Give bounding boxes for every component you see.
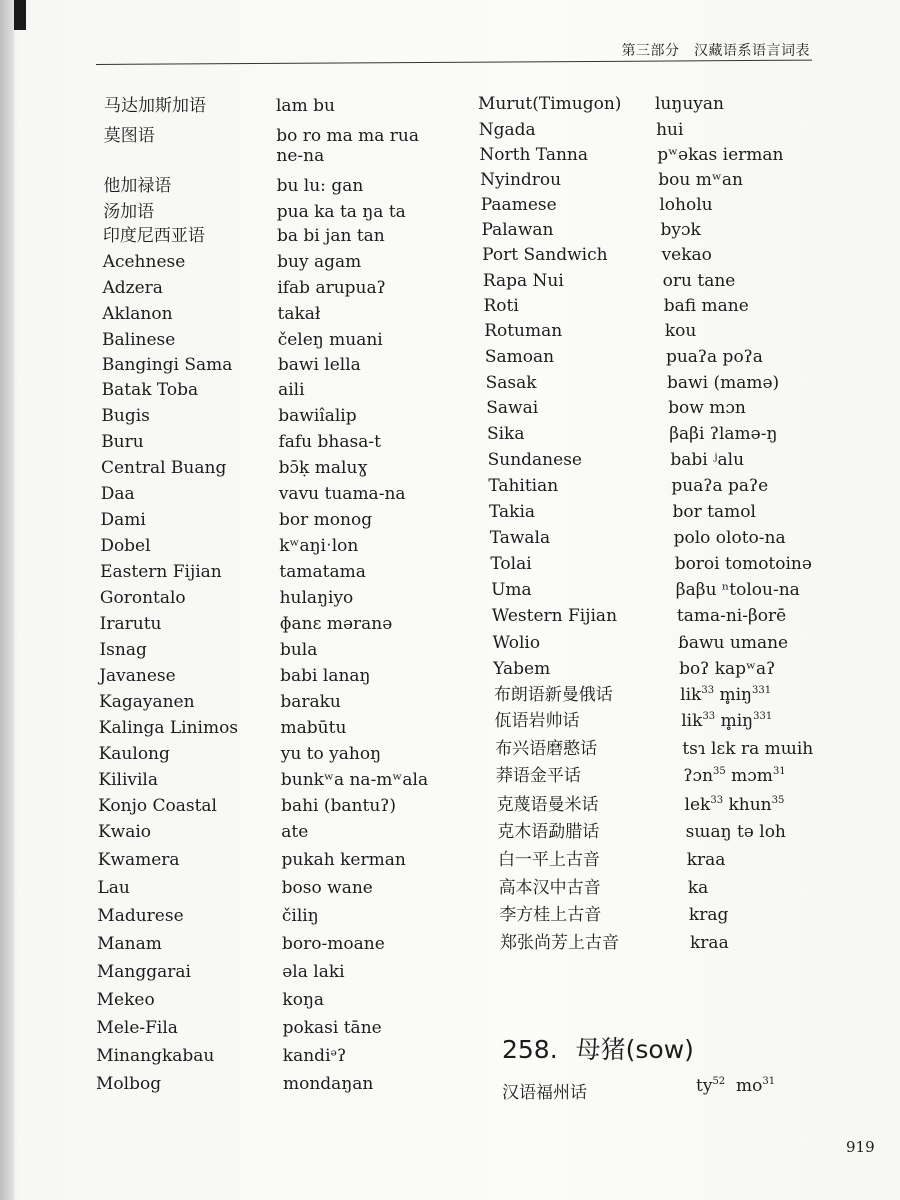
form-text: tamatama bbox=[279, 562, 366, 582]
language-name: Rotuman bbox=[484, 321, 563, 341]
form-text: mondaŋan bbox=[283, 1074, 374, 1094]
language-name: Kagayanen bbox=[99, 692, 195, 712]
form-text: ty bbox=[696, 1076, 713, 1096]
form-text: bow mɔn bbox=[668, 398, 746, 418]
language-name: Sawai bbox=[486, 398, 539, 418]
form-text: boso wane bbox=[281, 878, 373, 898]
language-name: 克木语勐腊话 bbox=[497, 822, 600, 842]
language-name: Kwaio bbox=[97, 822, 151, 842]
language-name: Minangkabau bbox=[96, 1046, 215, 1066]
form-text: takał bbox=[277, 304, 321, 324]
word-form bbox=[658, 170, 743, 190]
word-form bbox=[279, 484, 406, 504]
form-text: fafu bhasa-t bbox=[278, 432, 381, 452]
language-name: Central Buang bbox=[100, 458, 227, 478]
form-text: hulaŋiyo bbox=[279, 588, 354, 608]
section-number: 258. bbox=[502, 1035, 558, 1064]
word-form bbox=[685, 795, 785, 815]
language-name: Mekeo bbox=[96, 990, 155, 1010]
language-name: Balinese bbox=[102, 330, 176, 350]
language-name: Javanese bbox=[99, 666, 176, 686]
language-name: Dami bbox=[100, 510, 146, 530]
language-name: Tahitian bbox=[488, 476, 559, 496]
tone-superscript: 33 bbox=[710, 795, 724, 806]
form-text: vekao bbox=[661, 245, 712, 265]
form-text: byɔk bbox=[660, 220, 701, 240]
word-form bbox=[282, 878, 373, 898]
word-form bbox=[682, 739, 813, 759]
word-form bbox=[671, 476, 768, 496]
word-form bbox=[675, 554, 812, 574]
form-text: kʷaŋiˑlon bbox=[279, 536, 359, 556]
form-text: buy agam bbox=[277, 252, 362, 272]
tone-superscript: 35 bbox=[713, 766, 726, 777]
form-text: čiliŋ bbox=[281, 906, 319, 926]
form-text: ba bi jan tan bbox=[276, 226, 385, 246]
word-form bbox=[665, 321, 697, 341]
language-name: 白一平上古音 bbox=[497, 850, 600, 870]
word-form bbox=[278, 406, 356, 426]
form-text: aili bbox=[278, 380, 305, 400]
word-form bbox=[690, 933, 729, 953]
language-name: Mele-Fila bbox=[96, 1018, 178, 1038]
form-text: mɔm bbox=[725, 766, 773, 786]
word-form bbox=[683, 766, 785, 786]
language-name: Uma bbox=[491, 580, 532, 600]
language-name: Palawan bbox=[481, 220, 554, 240]
language-name: Kwamera bbox=[97, 850, 180, 870]
language-name: 马达加斯加语 bbox=[104, 96, 206, 116]
word-form bbox=[687, 850, 726, 870]
form-text: boʔ kapʷaʔ bbox=[679, 659, 776, 679]
tone-superscript: 31 bbox=[772, 766, 786, 777]
tone-superscript: 331 bbox=[752, 685, 772, 696]
form-text: tama-ni-βorē bbox=[676, 606, 787, 626]
word-form bbox=[660, 220, 700, 240]
form-text: lam bu bbox=[276, 96, 335, 116]
language-name: Madurese bbox=[97, 906, 184, 926]
word-form bbox=[655, 94, 724, 114]
language-name: Kalinga Linimos bbox=[98, 718, 239, 738]
language-name: Molbog bbox=[96, 1074, 162, 1094]
form-text: ɸanɛ mǝranǝ bbox=[279, 614, 393, 634]
language-name: Isnag bbox=[99, 640, 147, 660]
word-form bbox=[278, 330, 383, 350]
form-text: bor monog bbox=[279, 510, 373, 530]
language-name: 莽语金平话 bbox=[495, 766, 581, 786]
form-text: oru tane bbox=[662, 271, 736, 291]
word-form bbox=[277, 278, 385, 298]
form-text: babi ʲalu bbox=[670, 450, 745, 470]
word-form bbox=[281, 718, 347, 738]
form-text: mabūtu bbox=[280, 718, 347, 738]
word-form bbox=[276, 146, 324, 166]
word-form bbox=[277, 202, 406, 222]
form-text: βaβu ⁿtolou-na bbox=[675, 580, 800, 600]
form-text: pokasi tāne bbox=[282, 1018, 382, 1038]
form-text: lik bbox=[681, 711, 703, 731]
word-form bbox=[283, 1018, 382, 1038]
word-form bbox=[281, 822, 308, 842]
language-name: Sasak bbox=[485, 373, 537, 393]
form-text: bɔ̄ḳ maluɣ bbox=[278, 458, 368, 478]
form-text: baraku bbox=[280, 692, 341, 712]
word-form bbox=[678, 633, 788, 653]
form-text: bou mʷan bbox=[658, 170, 743, 190]
language-name: Lau bbox=[97, 878, 130, 898]
form-text: vavu tuama-na bbox=[278, 484, 406, 504]
word-form bbox=[696, 1076, 775, 1096]
language-name: Samoan bbox=[484, 347, 555, 367]
form-text: lik bbox=[680, 685, 702, 705]
language-name: Tolai bbox=[490, 554, 532, 574]
word-form bbox=[282, 962, 344, 982]
language-name: 郑张尚芳上古音 bbox=[500, 933, 619, 953]
language-name: Kilivila bbox=[98, 770, 158, 790]
word-form bbox=[279, 510, 372, 530]
language-name: Rapa Nui bbox=[482, 271, 564, 291]
form-text: bo ro ma ma rua bbox=[276, 126, 420, 146]
section-title: 母猪(sow) bbox=[575, 1035, 694, 1064]
tone-superscript: 33 bbox=[702, 711, 716, 722]
form-text: luŋuyan bbox=[655, 94, 724, 114]
word-form bbox=[279, 562, 365, 582]
tone-superscript: 331 bbox=[753, 711, 773, 722]
form-text: m̥iŋ bbox=[715, 711, 754, 731]
language-name: 汤加语 bbox=[103, 202, 155, 222]
language-name: Sika bbox=[486, 424, 525, 444]
word-form bbox=[280, 640, 317, 660]
word-form bbox=[670, 450, 744, 470]
form-text: ɓawu umane bbox=[677, 633, 789, 653]
language-name: Aklanon bbox=[102, 304, 173, 324]
language-name: Manggarai bbox=[96, 962, 191, 982]
word-form bbox=[282, 906, 319, 926]
word-form bbox=[277, 226, 385, 246]
form-text: lek bbox=[684, 795, 711, 815]
form-text: kraa bbox=[686, 850, 726, 870]
form-text: boro-moane bbox=[282, 934, 385, 954]
form-text: puaʔa paʔe bbox=[671, 476, 769, 496]
word-form bbox=[666, 347, 763, 367]
form-text: koŋa bbox=[282, 990, 325, 1010]
word-form bbox=[673, 502, 756, 522]
word-form bbox=[283, 1074, 373, 1094]
word-form bbox=[667, 373, 779, 393]
word-form bbox=[280, 666, 370, 686]
language-name: Takia bbox=[489, 502, 536, 522]
form-text: krag bbox=[688, 905, 729, 925]
word-form bbox=[679, 659, 775, 679]
language-name: 克蔑语曼米话 bbox=[496, 795, 599, 815]
form-text: bunkʷa na-mʷala bbox=[280, 770, 429, 790]
word-form bbox=[280, 588, 354, 608]
form-text: čeleŋ muani bbox=[277, 330, 383, 350]
word-form bbox=[668, 398, 746, 418]
form-text: kraa bbox=[690, 933, 729, 953]
word-form bbox=[686, 822, 786, 842]
form-text: khun bbox=[723, 795, 772, 815]
form-text: puaʔa poʔa bbox=[665, 347, 763, 367]
language-name: 布兴语磨憨话 bbox=[495, 739, 598, 759]
language-name: Kaulong bbox=[98, 744, 170, 764]
language-name: Bugis bbox=[101, 406, 150, 426]
word-form bbox=[676, 580, 800, 600]
form-text: yu to yahoŋ bbox=[280, 744, 382, 764]
language-name: Nyindrou bbox=[480, 170, 562, 190]
language-name: 李方桂上古音 bbox=[499, 905, 602, 925]
page-number: 919 bbox=[846, 1138, 875, 1156]
language-name: Dobel bbox=[100, 536, 151, 556]
language-name: Yabem bbox=[493, 659, 551, 679]
language-name: Gorontalo bbox=[99, 588, 186, 608]
form-text: kandiᵊʔ bbox=[282, 1046, 347, 1066]
language-name: Port Sandwich bbox=[482, 245, 608, 265]
word-form bbox=[669, 424, 777, 444]
language-name: 高本汉中古音 bbox=[498, 878, 601, 898]
word-form bbox=[689, 905, 728, 925]
language-name: Acehnese bbox=[102, 252, 186, 272]
word-form bbox=[663, 271, 736, 291]
form-text: pua ka ta ŋa ta bbox=[276, 202, 406, 222]
form-text: kou bbox=[664, 321, 697, 341]
form-text: ifab arupuaʔ bbox=[277, 278, 386, 298]
word-form bbox=[688, 878, 708, 898]
word-form bbox=[279, 536, 358, 556]
tone-superscript: 52 bbox=[712, 1076, 726, 1087]
language-name: 他加禄语 bbox=[103, 176, 172, 196]
word-form bbox=[279, 458, 368, 478]
word-form bbox=[281, 796, 396, 816]
form-text: əla laki bbox=[282, 962, 345, 982]
word-form bbox=[280, 692, 341, 712]
word-form bbox=[278, 380, 304, 400]
form-text: ʔɔn bbox=[683, 766, 714, 786]
word-form bbox=[656, 120, 683, 140]
language-name: Ngada bbox=[478, 120, 536, 140]
form-text: pʷəkas ierman bbox=[657, 145, 784, 165]
word-form bbox=[282, 934, 385, 954]
language-name: Eastern Fijian bbox=[100, 562, 222, 582]
language-name: Batak Toba bbox=[101, 380, 199, 400]
language-name: 印度尼西亚语 bbox=[102, 226, 205, 246]
form-text: bu lu: gan bbox=[276, 176, 364, 196]
form-text: ate bbox=[281, 822, 309, 842]
language-name: 莫图语 bbox=[103, 126, 155, 146]
word-form bbox=[278, 304, 321, 324]
language-name: 汉语福州话 bbox=[502, 1083, 587, 1103]
tone-superscript: 33 bbox=[701, 685, 715, 696]
form-text: bahi (bantuʔ) bbox=[281, 796, 397, 816]
word-form bbox=[657, 145, 783, 165]
word-form bbox=[278, 432, 380, 452]
language-name: North Tanna bbox=[479, 145, 588, 165]
language-name: Roti bbox=[483, 296, 519, 316]
language-name: Daa bbox=[100, 484, 135, 504]
language-name: Bangingi Sama bbox=[101, 355, 233, 375]
tone-superscript: 31 bbox=[762, 1076, 776, 1087]
word-form bbox=[677, 606, 786, 626]
language-name: Manam bbox=[97, 934, 162, 954]
form-text: tsɿ lɛk ra mɯih bbox=[682, 739, 814, 759]
form-text: ka bbox=[687, 878, 709, 898]
word-form bbox=[277, 252, 361, 272]
section-heading bbox=[502, 1030, 694, 1066]
word-form bbox=[277, 176, 364, 196]
word-form bbox=[681, 711, 772, 731]
tone-superscript: 35 bbox=[771, 795, 785, 806]
language-name: Irarutu bbox=[99, 614, 162, 634]
word-form bbox=[282, 990, 324, 1010]
language-name: Buru bbox=[101, 432, 144, 452]
language-name: 布朗语新曼俄话 bbox=[493, 685, 613, 705]
language-name: Wolio bbox=[492, 633, 541, 653]
form-text: babi lanaŋ bbox=[280, 666, 371, 686]
word-form bbox=[281, 770, 428, 790]
form-text: pukah kerman bbox=[281, 850, 406, 870]
language-name: Adzera bbox=[102, 278, 163, 298]
form-text: m̥iŋ bbox=[714, 685, 752, 705]
form-text: sɯaŋ tə loh bbox=[685, 822, 786, 842]
word-form bbox=[664, 296, 749, 316]
form-text: bawi (mamə) bbox=[667, 373, 780, 393]
language-name: Murut(Timugon) bbox=[478, 94, 622, 114]
form-text: bor tamol bbox=[672, 502, 756, 522]
form-text: bafi mane bbox=[663, 296, 749, 316]
language-name: Paamese bbox=[480, 195, 557, 215]
word-form bbox=[680, 685, 771, 705]
form-text: loholu bbox=[659, 195, 713, 215]
language-name: Western Fijian bbox=[491, 606, 618, 626]
word-form bbox=[276, 96, 335, 116]
running-header: 第三部分 汉藏语系语言词表 bbox=[621, 43, 810, 59]
form-text: hui bbox=[656, 120, 684, 140]
form-text: ne-na bbox=[276, 146, 325, 166]
word-form bbox=[276, 126, 419, 146]
word-form bbox=[278, 355, 361, 375]
word-form bbox=[659, 195, 712, 215]
language-name: Sundanese bbox=[487, 450, 582, 470]
form-text: bawiîalip bbox=[278, 406, 357, 426]
word-form bbox=[281, 744, 381, 764]
language-name: Tawala bbox=[489, 528, 551, 548]
word-form bbox=[281, 850, 405, 870]
word-form bbox=[280, 614, 393, 634]
form-text: bawi lella bbox=[277, 355, 361, 375]
form-text: βaβi ʔlamə-ŋ bbox=[669, 424, 778, 444]
form-text: mo bbox=[725, 1076, 763, 1096]
form-text: bula bbox=[279, 640, 318, 660]
form-text: boroi tomotoinə bbox=[674, 554, 812, 574]
word-form bbox=[283, 1046, 346, 1066]
word-form bbox=[674, 528, 786, 548]
word-form bbox=[662, 245, 712, 265]
form-text: polo oloto-na bbox=[673, 528, 786, 548]
language-name: Konjo Coastal bbox=[98, 796, 217, 816]
language-name: 佤语岩帅话 bbox=[494, 711, 580, 731]
